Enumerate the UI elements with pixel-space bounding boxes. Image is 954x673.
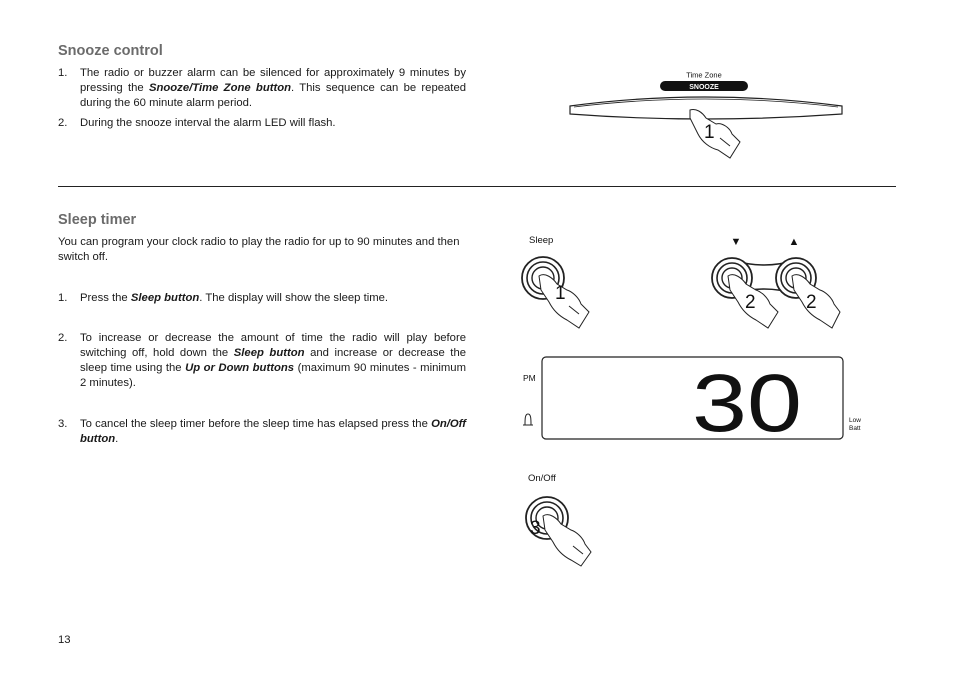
sleep-step-1 (58, 291, 466, 306)
snooze-heading: Snooze control (58, 43, 163, 59)
up-arrow-icon: ▲ (788, 236, 800, 248)
step-number: 3 (530, 518, 541, 539)
sleep-label: Sleep (529, 235, 554, 246)
lcd-digits (692, 358, 802, 449)
down-arrow-icon: ▼ (730, 236, 742, 248)
step-number: 2 (806, 292, 817, 313)
section-divider (58, 186, 896, 187)
battery-label: Batt (849, 425, 861, 432)
svg-text:30: 30 (692, 358, 802, 449)
list-text: The radio or buzzer alarm can be silenced for approximately 9 minutes by pressing the Snooze/Time Zone button. This sequence can be repeated during the 60 minute alarm period. (80, 67, 467, 109)
snooze-step-1 (58, 66, 466, 111)
step-number: 1 (555, 283, 566, 304)
snooze-bar-figure (560, 66, 860, 166)
onoff-button-figure (515, 470, 605, 570)
page-number: 13 (58, 634, 71, 646)
pm-indicator: PM (523, 373, 536, 383)
low-battery-label: Low (849, 417, 861, 424)
sleep-heading: Sleep timer (58, 212, 137, 228)
snooze-step-2 (58, 116, 466, 131)
snooze-button-label: SNOOZE (689, 84, 719, 91)
snooze-bar (570, 97, 842, 119)
sleep-button-figure (515, 232, 605, 332)
step-number: 1 (704, 122, 715, 143)
list-text: Press the Sleep button. The display will show the sleep time. (80, 292, 389, 304)
lcd-display-figure (515, 355, 875, 449)
list-number: 1. (58, 67, 68, 79)
list-text: During the snooze interval the alarm LED will flash. (80, 117, 336, 129)
onoff-label: On/Off (528, 473, 556, 484)
step-number: 2 (745, 292, 756, 313)
list-text: To cancel the sleep timer before the sleep time has elapsed press the On/Off button. (80, 418, 466, 445)
list-text: To increase or decrease the amount of time the radio will play before switching off, hold down the Sleep button and increase or decrease the sleep time using the Up or Down buttons (maximum 90 minutes - minimum 2 minutes). (80, 332, 467, 389)
up-down-buttons-figure (700, 232, 850, 332)
list-number: 1. (58, 292, 68, 304)
list-number: 2. (58, 332, 68, 344)
time-zone-label: Time Zone (686, 70, 722, 80)
alarm-bell-icon (523, 414, 533, 425)
sleep-intro: You can program your clock radio to play the radio for up to 90 minutes and then switch off. (58, 236, 460, 263)
sleep-step-2 (58, 331, 466, 391)
list-number: 3. (58, 418, 68, 430)
list-number: 2. (58, 117, 68, 129)
sleep-step-3 (58, 417, 466, 447)
